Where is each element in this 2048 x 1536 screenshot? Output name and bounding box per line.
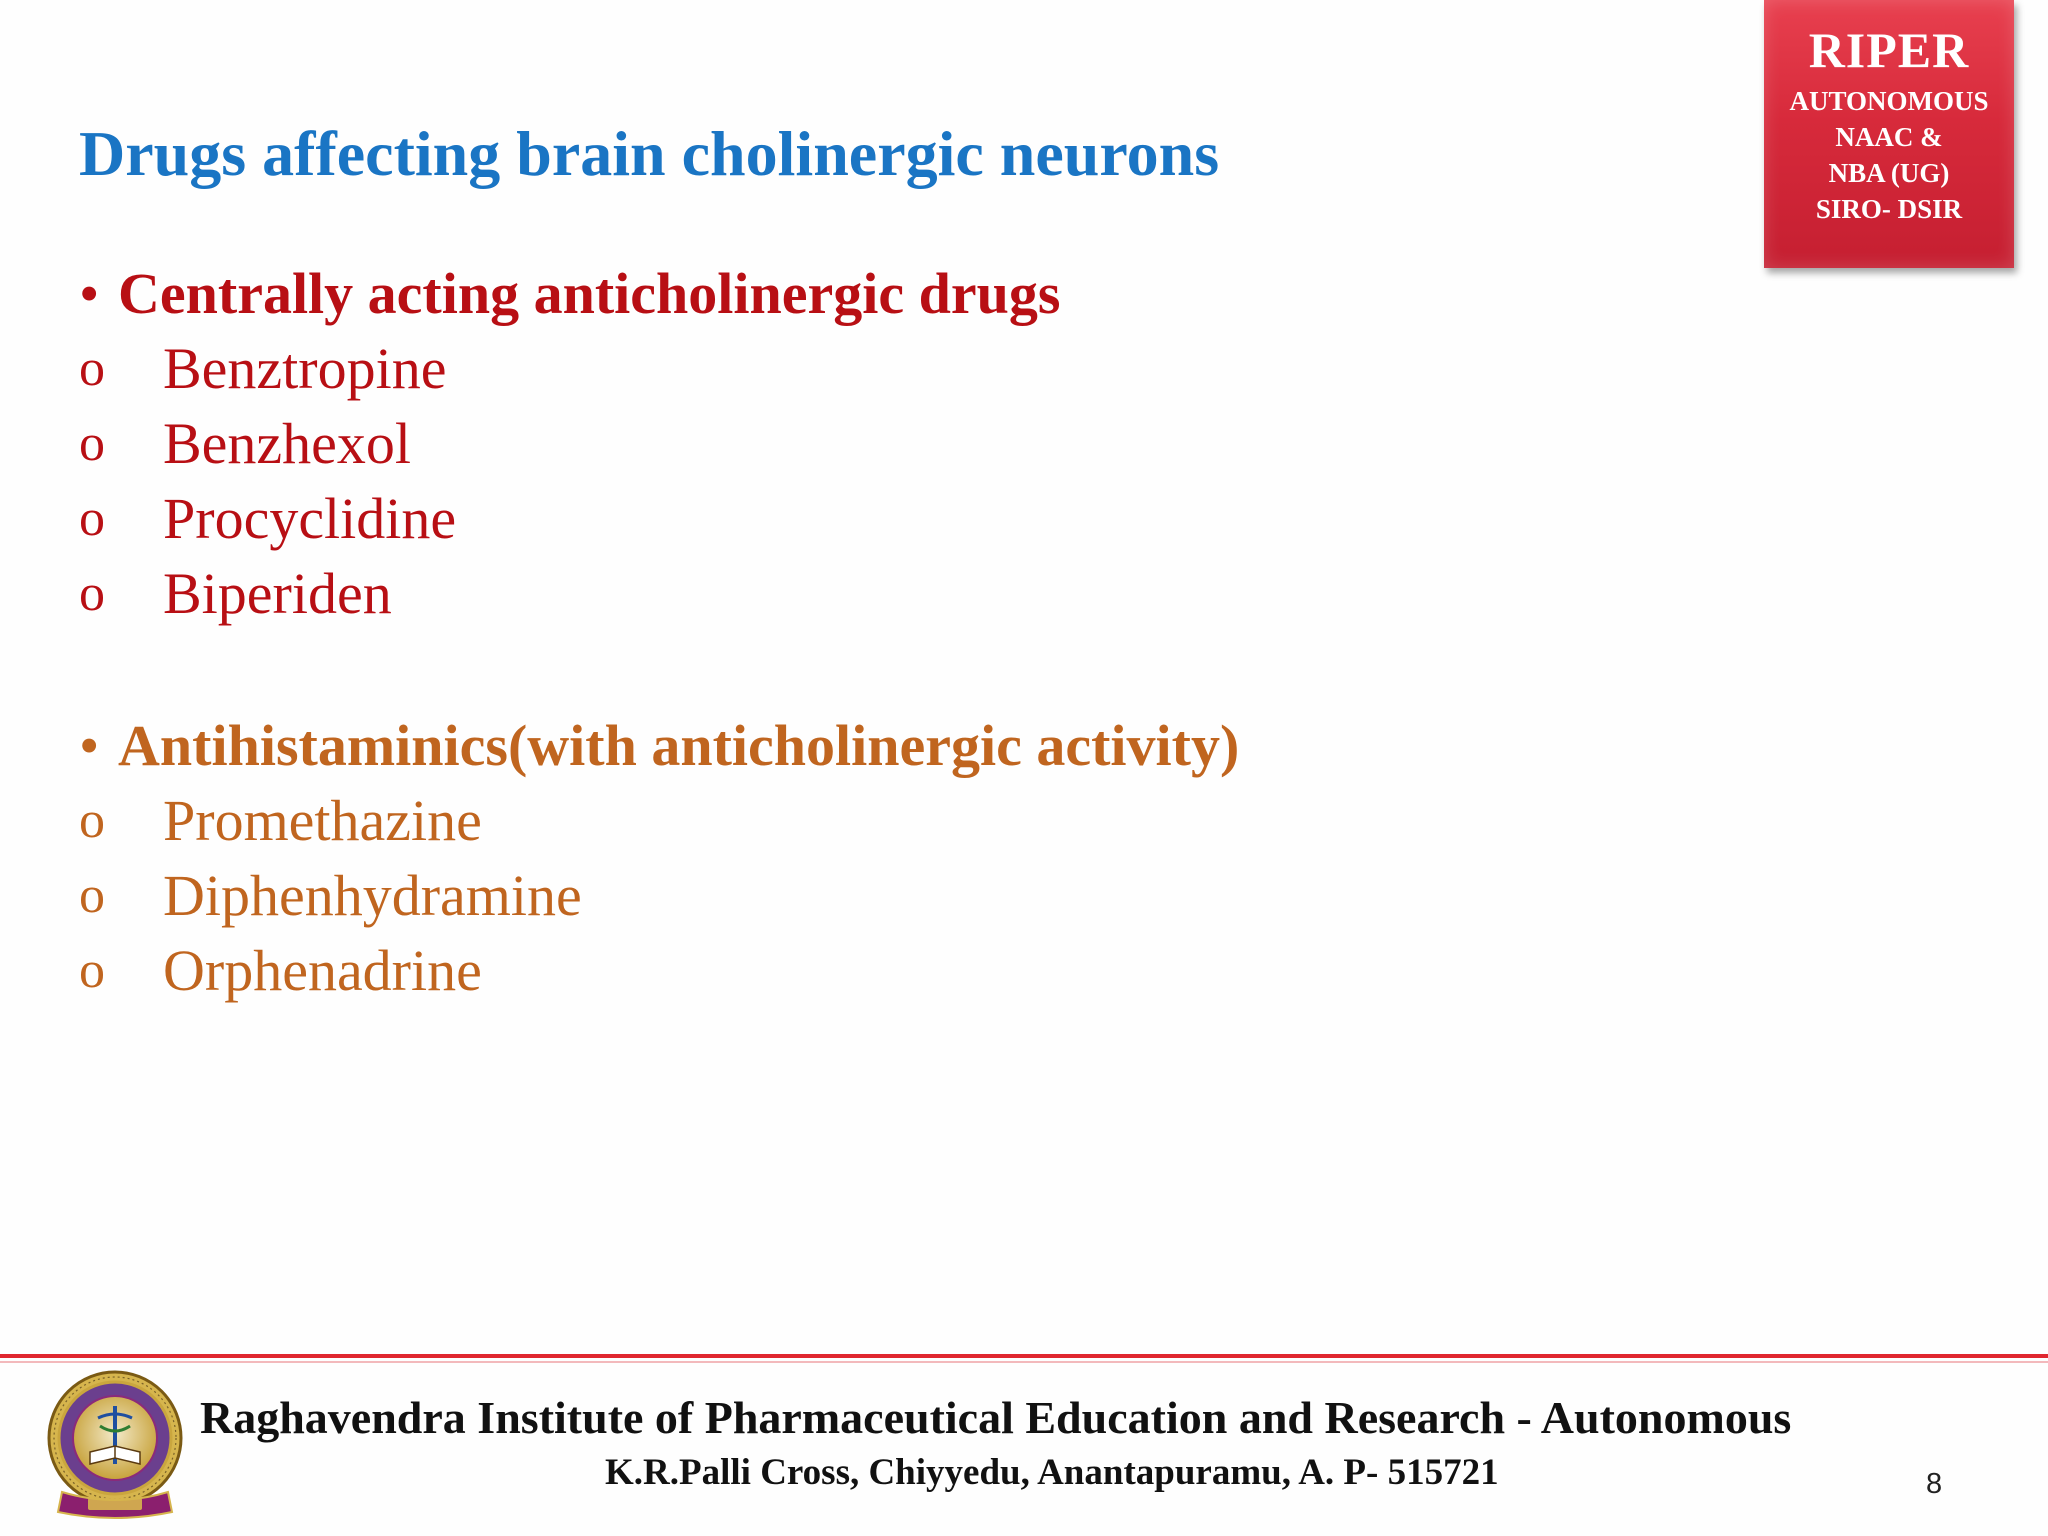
circle-bullet-icon: o: [79, 792, 105, 849]
circle-bullet-icon: o: [79, 867, 105, 924]
badge-title: RIPER: [1808, 22, 1970, 78]
list-item-label: Procyclidine: [163, 486, 457, 551]
section-heading: [79, 256, 1060, 331]
institute-address: K.R.Palli Cross, Chiyyedu, Anantapuramu, A. P- 515721: [605, 1452, 1499, 1493]
bullet-icon: •: [79, 713, 100, 778]
list-item: [79, 783, 1239, 858]
badge-line: NAAC &: [1835, 122, 1943, 152]
list-item: [79, 481, 1060, 556]
footer-divider: [0, 1354, 2048, 1358]
drug-section-anticholinergic: [79, 256, 1060, 631]
bullet-icon: •: [79, 261, 100, 326]
footer-divider-shadow: [0, 1361, 2048, 1363]
list-item: [79, 406, 1060, 481]
circle-bullet-icon: o: [79, 415, 105, 472]
list-item-label: Benzhexol: [163, 411, 412, 476]
institute-name: Raghavendra Institute of Pharmaceutical Education and Research - Autonomous: [200, 1392, 1792, 1443]
institute-emblem-icon: [40, 1366, 190, 1524]
badge-line: NBA (UG): [1828, 158, 1950, 188]
list-item: [79, 933, 1239, 1008]
slide-title: Drugs affecting brain cholinergic neurons: [79, 118, 1220, 189]
list-item: [79, 556, 1060, 631]
drug-section-antihistaminics: [79, 708, 1239, 1008]
section-heading-text: Centrally acting anticholinergic drugs: [118, 261, 1061, 326]
accreditation-badge: [1764, 0, 2014, 268]
list-item: [79, 331, 1060, 406]
list-item-label: Diphenhydramine: [163, 863, 582, 928]
section-heading: [79, 708, 1239, 783]
section-heading-text: Antihistaminics(with anticholinergic activity): [118, 713, 1240, 778]
list-item-label: Biperiden: [163, 561, 392, 626]
list-item: [79, 858, 1239, 933]
circle-bullet-icon: o: [79, 942, 105, 999]
badge-line: AUTONOMOUS: [1789, 86, 1989, 116]
circle-bullet-icon: o: [79, 340, 105, 397]
list-item-label: Promethazine: [163, 788, 482, 853]
circle-bullet-icon: o: [79, 565, 105, 622]
list-item-label: Orphenadrine: [163, 938, 482, 1003]
badge-line: SIRO- DSIR: [1815, 194, 1963, 224]
badge-lines: [1764, 83, 2014, 227]
page-number: 8: [1926, 1468, 1943, 1500]
list-item-label: Benztropine: [163, 336, 447, 401]
circle-bullet-icon: o: [79, 490, 105, 547]
